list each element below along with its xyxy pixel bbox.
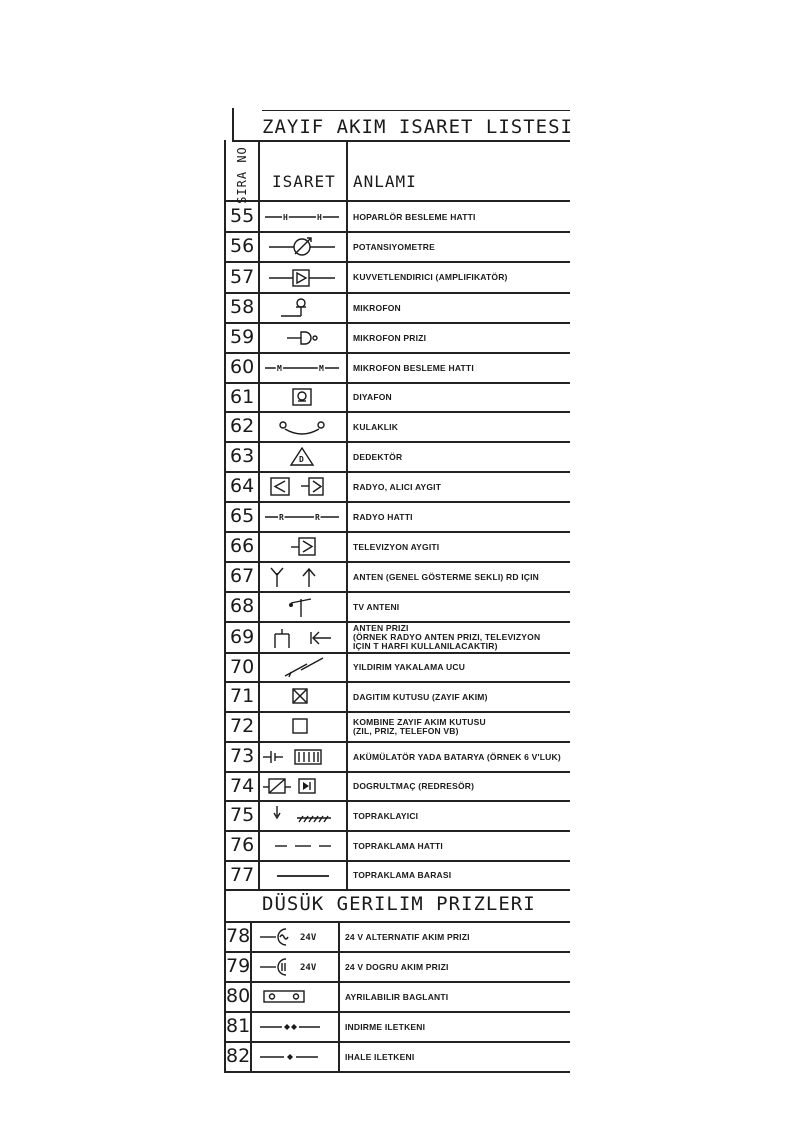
down-conductor-icon [252, 1015, 334, 1043]
row-divider [224, 471, 570, 473]
row-number: 75 [230, 804, 255, 826]
table-row [0, 1042, 793, 1072]
row-number: 77 [230, 863, 255, 886]
row-number: 73 [230, 745, 255, 767]
row-divider [224, 860, 570, 862]
row-divider [224, 1011, 570, 1013]
row-number: 69 [230, 625, 255, 648]
header-sira-no: SIRA NO [235, 146, 250, 204]
row-description: TOPRAKLAMA HATTI [353, 840, 443, 851]
row-divider [224, 741, 570, 743]
row-divider [224, 771, 570, 773]
svg-text:M: M [277, 364, 282, 373]
row-description: AKÜMÜLATÖR YADA BATARYA (ÖRNEK 6 V'LUK) [353, 751, 561, 762]
row-divider [224, 1041, 570, 1043]
earthing-icon [261, 804, 343, 832]
table-row [0, 982, 793, 1012]
title-divider [232, 140, 570, 142]
antenna-icon [261, 565, 343, 593]
row-number: 62 [230, 415, 255, 437]
row-number: 64 [230, 475, 255, 497]
table-row [0, 532, 793, 562]
row-divider [224, 561, 570, 563]
row-description: 24 V ALTERNATIF AKIM PRIZI [345, 931, 470, 942]
row-description: ANTEN (GENEL GÖSTERME SEKLI) RD IÇIN [353, 571, 540, 582]
table-row [0, 801, 793, 831]
row-divider [224, 591, 570, 593]
svg-text:R: R [279, 513, 284, 522]
svg-text:D: D [299, 455, 304, 464]
dc-socket-icon [252, 955, 334, 983]
row-number: 82 [226, 1045, 251, 1067]
row-divider [224, 800, 570, 802]
svg-text:24V: 24V [300, 963, 317, 973]
row-number: 79 [226, 955, 251, 977]
row-number: 80 [226, 985, 251, 1007]
row-divider [224, 531, 570, 533]
microphone-socket-icon [261, 326, 343, 354]
ac-socket-icon [252, 925, 334, 953]
table-row [0, 412, 793, 442]
table-row [0, 442, 793, 472]
row-description: AYRILABILIR BAGLANTI [345, 991, 449, 1002]
detachable-connection-icon [252, 985, 334, 1013]
row-divider [224, 711, 570, 713]
row-description: HOPARLÖR BESLEME HATTI [353, 211, 476, 222]
intercom-icon [261, 386, 343, 414]
row-number: 70 [230, 655, 255, 678]
row-number: 74 [230, 774, 255, 797]
table-row [0, 472, 793, 502]
earthing-bar-icon [261, 864, 343, 892]
table-row [0, 383, 793, 412]
row-description: KULAKLIK [353, 421, 399, 432]
microphone-line-icon [261, 356, 343, 384]
row-number: 58 [230, 296, 255, 318]
table-row [0, 952, 793, 982]
radio-line-icon [261, 505, 343, 533]
combined-box-icon [261, 715, 343, 743]
row-description: TELEVIZYON AYGITI [353, 541, 440, 552]
table-row [0, 353, 793, 383]
row-divider [224, 681, 570, 683]
distribution-box-icon [261, 685, 343, 713]
row-number: 55 [230, 205, 255, 227]
row-divider [224, 501, 570, 503]
row-description: DOGRULTMAÇ (REDRESÖR) [353, 781, 475, 791]
section-title: DÜSÜK GERILIM PRIZLERI [262, 893, 536, 915]
row-divider [224, 652, 570, 654]
svg-text:H: H [317, 213, 322, 222]
row-description: TOPRAKLAYICI [353, 810, 419, 821]
row-description: RADYO, ALICI AYGIT [353, 481, 442, 492]
svg-text:H: H [283, 213, 288, 222]
row-number: 59 [230, 326, 255, 348]
row-description: TOPRAKLAMA BARASI [353, 870, 452, 880]
row-description: INDIRME ILETKENI [345, 1021, 426, 1032]
table-row [0, 502, 793, 532]
table-row [0, 742, 793, 772]
row-number: 72 [230, 715, 255, 737]
row-description: MIKROFON PRIZI [353, 332, 427, 343]
speaker-line-icon [261, 205, 343, 233]
table-row [0, 592, 793, 622]
row-description: MIKROFON BESLEME HATTI [353, 362, 474, 373]
row-description: DIYAFON [353, 392, 392, 402]
row-description: RADYO HATTI [353, 511, 413, 522]
page-title: ZAYIF AKIM ISARET LISTESI [262, 116, 573, 138]
table-row [0, 682, 793, 712]
row-divider [224, 621, 570, 623]
frame-top [262, 110, 570, 111]
svg-text:24V: 24V [300, 933, 317, 943]
row-number: 81 [226, 1015, 251, 1037]
radio-receiver-icon [261, 475, 343, 503]
row-description: MIKROFON [353, 302, 401, 313]
row-description: POTANSIYOMETRE [353, 241, 435, 252]
row-number: 66 [230, 535, 255, 557]
table-row [0, 1012, 793, 1042]
table-row [0, 622, 793, 653]
svg-text:R: R [315, 513, 320, 522]
rectifier-icon [261, 775, 343, 803]
row-divider [224, 322, 570, 324]
row-description: KUVVETLENDIRICI (AMPLIFIKATÖR) [353, 272, 508, 282]
row-description: DAGITIM KUTUSU (ZAYIF AKIM) [353, 691, 488, 702]
row-description: KOMBINE ZAYIF AKIM KUTUSU (ZIL, PRIZ, TELEFON VB) [353, 717, 486, 736]
row-divider [224, 231, 570, 233]
header-anlami: ANLAMI [353, 172, 417, 191]
row-number: 71 [230, 685, 255, 707]
row-number: 56 [230, 235, 255, 257]
table-row [0, 262, 793, 293]
row-number: 78 [226, 925, 251, 947]
row-divider [224, 981, 570, 983]
table-row [0, 562, 793, 592]
table-row [0, 831, 793, 861]
row-divider [224, 382, 570, 384]
table-row [0, 861, 793, 890]
lightning-rod-icon [261, 656, 343, 684]
row-description: 24 V DOGRU AKIM PRIZI [345, 961, 449, 972]
row-description: ANTEN PRIZI (ÖRNEK RADYO ANTEN PRIZI, TELEVIZYON IÇIN T HARFI KULLANILACAKTIR) [353, 623, 541, 651]
amplifier-icon [261, 266, 343, 294]
row-divider [224, 411, 570, 413]
row-number: 65 [230, 505, 255, 527]
row-divider [224, 889, 570, 891]
table-row [0, 712, 793, 742]
table-row [0, 202, 793, 232]
table-row [0, 323, 793, 353]
row-description: YILDIRIM YAKALAMA UCU [353, 662, 466, 672]
tv-antenna-icon [261, 595, 343, 623]
frame-left [232, 108, 234, 140]
antenna-socket-icon [261, 626, 343, 654]
television-icon [261, 535, 343, 563]
row-divider [224, 441, 570, 443]
row-divider [224, 261, 570, 263]
row-divider [224, 830, 570, 832]
row-number: 57 [230, 265, 255, 288]
table-row [0, 922, 793, 952]
header-isaret: ISARET [272, 172, 336, 191]
row-number: 67 [230, 565, 255, 587]
table-row [0, 772, 793, 801]
potentiometer-icon [261, 235, 343, 263]
row-number: 61 [230, 385, 255, 408]
row-number: 68 [230, 595, 255, 617]
table-row [0, 653, 793, 682]
row-divider [224, 951, 570, 953]
row-description: IHALE ILETKENI [345, 1051, 415, 1062]
row-number: 60 [230, 356, 255, 378]
table-row [0, 232, 793, 262]
row-divider [224, 292, 570, 294]
row-number: 63 [230, 445, 255, 467]
earthing-line-icon [261, 834, 343, 862]
table-row [0, 293, 793, 323]
microphone-icon [261, 296, 343, 324]
row-divider [224, 1071, 570, 1073]
svg-text:M: M [319, 364, 324, 373]
row-description: DEDEKTÖR [353, 451, 403, 462]
headphone-icon [261, 415, 343, 443]
row-number: 76 [230, 834, 255, 856]
detector-icon [261, 445, 343, 473]
row-divider [224, 352, 570, 354]
transfer-conductor-icon [252, 1045, 334, 1073]
row-description: TV ANTENI [353, 601, 400, 612]
battery-icon [261, 745, 343, 773]
